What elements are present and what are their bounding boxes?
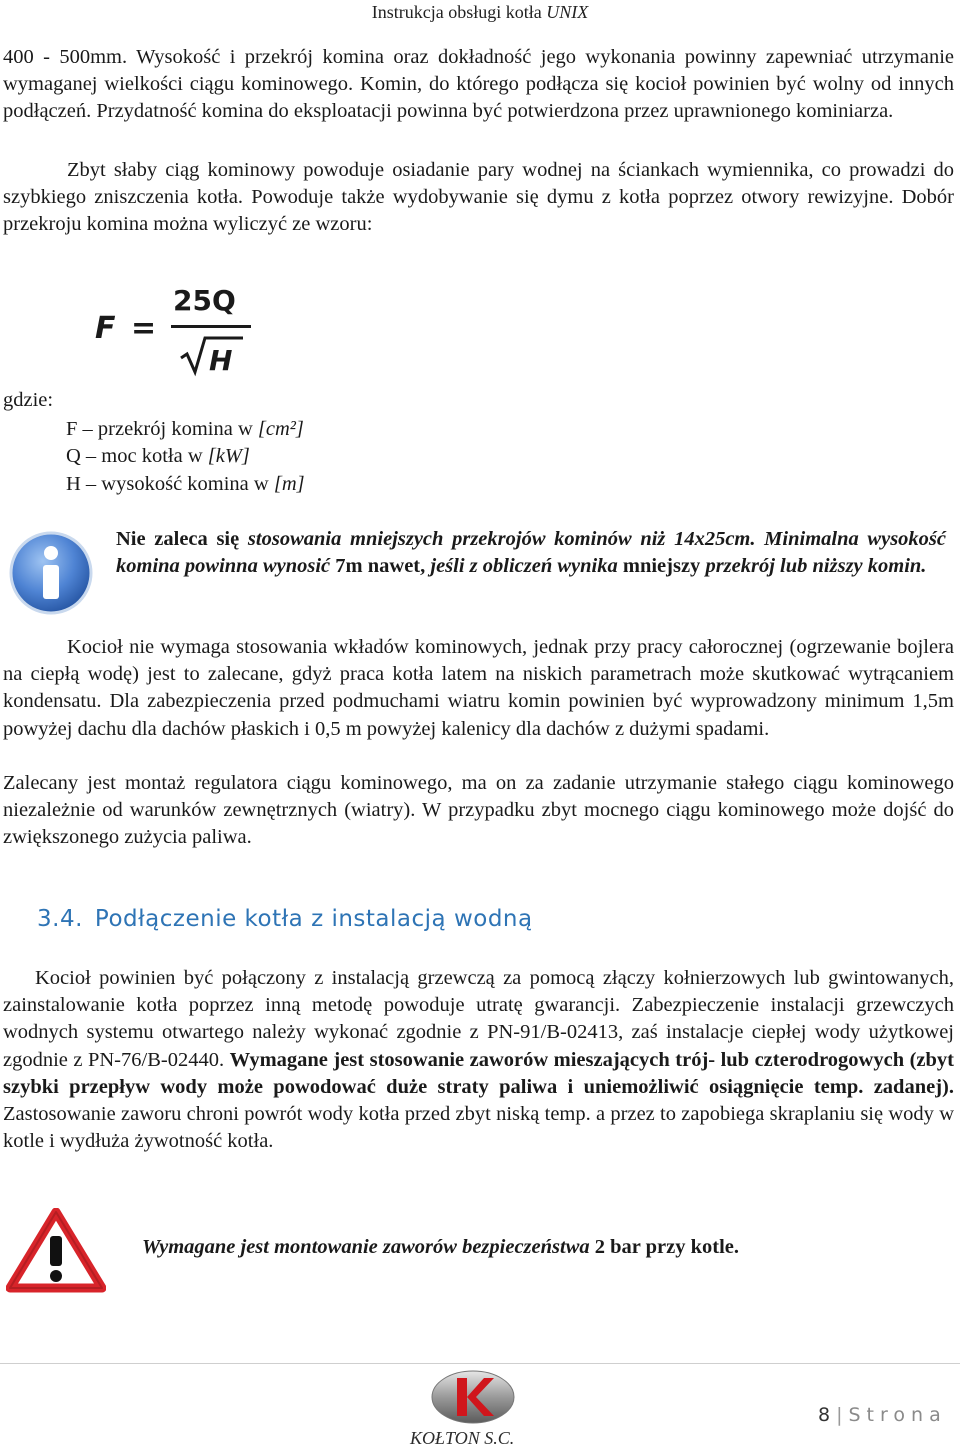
formula-numerator: 25Q	[173, 284, 236, 317]
section-heading: 3.4. Podłączenie kotła z instalacją wodną	[37, 906, 533, 932]
kolton-logo	[430, 1368, 516, 1426]
chimney-formula	[95, 278, 265, 378]
page-number: 8 | Strona	[818, 1404, 947, 1426]
formula-eq: =	[131, 311, 157, 346]
info-icon	[8, 530, 94, 616]
formula-fraction-bar	[171, 325, 251, 328]
info-note: Nie zaleca się stosowania mniejszych przekrojów kominów niż 14x25cm. Minimalna wysokość komina powinna wynosić 7m nawet, jeśli z obliczeń wynika mniejszy przekrój lub niższy komin.	[116, 528, 947, 578]
warning-icon	[6, 1208, 106, 1294]
definition-q: Q – moc kotła w [kW]	[66, 445, 250, 468]
header-title: Instrukcja obsługi kotła	[371, 2, 542, 22]
definition-h: H – wysokość komina w [m]	[66, 472, 305, 495]
footer-divider	[0, 1363, 960, 1364]
header-model: UNIX	[546, 2, 589, 22]
company-name: KOŁTON S.C.	[410, 1428, 515, 1448]
body-paragraph-3: Kocioł nie wymaga stosowania wkładów kominowych, jednak przy pracy całorocznej (ogrzewanie bojlera na ciepłą wodę) jest to zalecane, gdyż praca kotła latem na niskich parametrach może skutkować wytrącaniem kondensatu. Dla zabezpieczenia przed podmuchami wiatru komin powinien być wyprowadzony minimum 1,5m powyżej dachu dla dachów płaskich i 0,5 m powyżej kalenicy dla dachów z dużymi spadami.	[3, 636, 954, 740]
body-paragraph-4: Zalecany jest montaż regulatora ciągu kominowego, ma on za zadanie utrzymanie stałego ciągu kominowego niezależnie od warunków zewnętrznych (wiatry). W przypadku zbyt mocnego ciągu kominowego może dojść do zwiększonego zużycia paliwa.	[3, 772, 954, 849]
formula-radicand: H	[209, 344, 233, 377]
warning-note: Wymagane jest montowanie zaworów bezpieczeństwa 2 bar przy kotle.	[142, 1236, 740, 1258]
where-label: gdzie:	[3, 389, 54, 411]
formula-lhs: F	[95, 311, 116, 346]
variable-definitions	[66, 416, 305, 498]
page-header	[0, 2, 960, 23]
intro-paragraph-2: Zbyt słaby ciąg kominowy powoduje osiadanie pary wodnej na ściankach wymiennika, co prowadzi do szybkiego zniszczenia kotła. Powoduje także wydobywanie się dymu z kotła poprzez otwory rewizyjne. Dobór przekroju komina można wyliczyć ze wzoru:	[3, 159, 954, 236]
intro-paragraph-1: 400 - 500mm. Wysokość i przekrój komina oraz dokładność jego wykonania powinny zapewniać utrzymanie wymaganej wielkości ciągu kominowego. Komin, do którego podłącza się kocioł powinien być wolny od innych podłączeń. Przydatność komina do eksploatacji powinna być potwierdzona przez uprawnionego kominiarza.	[3, 46, 954, 123]
section-paragraph: Kocioł powinien być połączony z instalacją grzewczą za pomocą złączy kołnierzowych lub gwintowanych, zainstalowanie kotła poprzez inną metodę powoduje utratę gwarancji. Zabezpieczenie instalacji grzewczych wodnych systemu otwartego należy wykonać zgodnie z PN-91/B-02413, zaś instalacje ciepłej wody użytkowej zgodnie z PN-76/B-02440. Wymagane jest stosowanie zaworów mieszających trój- lub czterodrogowych (zbyt szybki przepływ wody może powodować duże straty paliwa i uniemożliwić osiągnięcie temp. zadanej). Zastosowanie zaworu chroni powrót wody kotła przed zbyt niską temp. a przez to zapobiega skraplaniu się wody w kotle i wydłuża żywotność kotła.	[3, 967, 954, 1153]
definition-f: F – przekrój komina w [cm²]	[66, 418, 304, 440]
